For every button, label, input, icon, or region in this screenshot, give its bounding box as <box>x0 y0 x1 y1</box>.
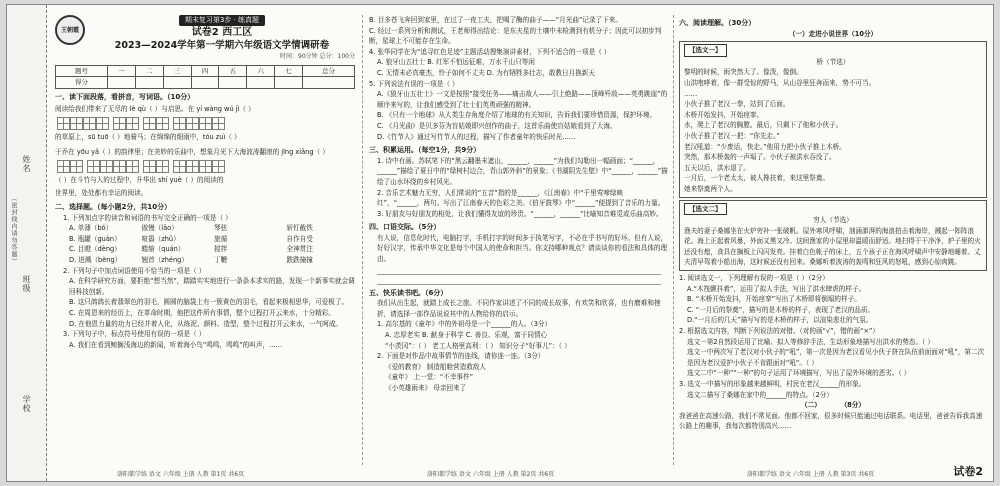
passage-line: 水，爬上了老汉的胸膛。最后，只剩下了他和小伙子。 <box>684 121 843 130</box>
answer-blanks[interactable]: “小茨冈”：（ ） 老工人格里高利：（ ） 知识分子“好事儿”：（ ） <box>385 341 571 350</box>
options: A. 忠厚老实 B. 献身于科学 C. 善良、乐观，富于同情心 <box>385 331 548 340</box>
text-line: B. 《只有一个地球》从人类生存角度介绍了地球的有关知识，告诉我们要珍惜资源，保护环境。 <box>377 111 657 120</box>
passage-1 <box>679 41 987 197</box>
passage-line: 小伙子推了老汉一把：“你先走。” <box>684 131 780 140</box>
column-2 <box>369 15 669 465</box>
option: D.“一月后的几天”描写写的是木桥的样子，以渲染悲壮的气氛。 <box>687 316 873 325</box>
column-divider <box>673 15 674 465</box>
passage-tag: 【选文二】 <box>684 203 727 216</box>
passage-3: 我爸爸在高速公路，我们不常见面。他都不回家，很多时候只能通过电话联系。电话里，爸爸告诉我高速公路上的趣事，我每次都特别高兴…… <box>679 411 983 431</box>
review-badge: 期末复习第3步 · 练真题 <box>179 15 265 26</box>
pinyin-boxes[interactable] <box>55 117 355 130</box>
question: 2. 下面是对作品中故事情节的连线，请你连一连。（3分） <box>377 352 545 361</box>
page-footer: 洛阳都学练 语文 六年级 上册 人教 第2页 共6页 <box>427 471 555 478</box>
match-row[interactable]: 《童年》 上一堂：“不幸事件” <box>385 373 474 382</box>
option: A. 在科学研究方面，要拒绝“想当然”，踏踏实实地进行一条条本求实的路，发现一个新事实就会调回科技创新。 <box>69 277 355 296</box>
page-footer: 洛阳都学练 语文 六年级 上册 人教 第3页 共6页 <box>747 471 875 478</box>
score-header: 二 <box>135 65 163 77</box>
column-divider <box>362 15 363 465</box>
score-header: 六 <box>247 65 275 77</box>
question[interactable]: 3. 选文一中描写的形象越来越鲜明，村民在老汉______的形象。 <box>679 380 866 388</box>
judge-item[interactable]: 选文一中两次写了老汉对小伙子的“吼”，第一次是因为老汉看见小伙子挤在队伍前面面对“吼”，第二次是因为老汉爱护小伙子不肯跟面对“吼”。（ ） <box>687 348 985 367</box>
option: D. 在他恩力量的功力已经并着人化，从练泥、颜料、造型，整个过程打开云来水，一气呵成。 <box>69 319 343 328</box>
match-row[interactable]: 《小英雄雨来》 母亲回来了 <box>385 384 467 392</box>
exam-title: 2023—2024学年第一学期六年级语文学情调研卷 <box>114 40 330 51</box>
exam-sheet <box>6 4 994 482</box>
score-cell[interactable] <box>108 77 136 89</box>
score-header: 总分 <box>302 65 354 77</box>
question: 1. 高尔基的《童年》中的外祖母是一个______的人。（3分） <box>377 320 552 329</box>
fill-in-question[interactable]: 2. 音乐艺术魅力无穷，人们常说的“五音”指的是______，《江南春》中“千里莺啼绿映红”，“______，两句。写出了江南春天的色彩之美。《伯牙鼓琴》中“______”便提到了音乐的力量。 <box>377 188 665 208</box>
page-footer: 洛阳都学练 语文 六年级 上册 人教 第1页 共6页 <box>117 471 245 478</box>
score-row-label: 得分 <box>56 77 108 89</box>
section-1-heading: 一、读下面段落，看拼音，写词语。（10分） <box>55 92 195 101</box>
pinyin-boxes[interactable] <box>55 160 355 173</box>
passage-2 <box>679 200 987 272</box>
passage-line: 黎明的时候，雨突然大了。像泼，像倒。 <box>684 68 803 77</box>
score-table <box>55 65 355 89</box>
pinyin-line: 于乔在 yōu yǎ（ ）的韵律里；在美妙的乐曲中，想象月光下大海波涛翻滚的 jīng xiǎng（ ） <box>55 148 329 157</box>
section-5-heading: 五、快乐读书吧。（6分） <box>369 288 448 297</box>
question[interactable]: 选文二描写了桑娜在家中的______的特点。（2分） <box>687 390 833 399</box>
score-header: 题号 <box>56 65 108 77</box>
option-row: C. 目瞪（dèng） 蜷缩（quán） 搅拌 全神贯注 <box>69 245 313 254</box>
score-cell[interactable] <box>135 77 163 89</box>
pinyin-line: 的草原上，sū tuō（ ）地骑马；在绵绵的细雨中，tóu zuì（ ） <box>55 133 241 142</box>
seal-margin <box>7 5 47 481</box>
section-2-heading: 二、选择题。（每小题2分，共10分） <box>55 202 172 211</box>
option: B. 这只鸽鸽长着翡翠色的羽毛，圆圆的脑袋上有一簇黄色的羽毛，看起来极相思华，可爱极了。 <box>69 298 349 307</box>
option: A.“木筏颤抖着”，运用了拟人手法，写出了洪水肆虐的样子。 <box>687 284 866 293</box>
question-3: 3. 下列句子中，标点符号使用有误的一项是（ ） <box>63 330 206 339</box>
part-2-heading: （二） （8分） <box>801 401 865 410</box>
text-line: A.《狼牙山五壮士》一文是按照“接受任务——痛击敌人——引上绝路——顶峰歼敌——英勇跳崖”的顺序来写的，让我们感受到了壮士们英勇顽强的精神。 <box>377 90 668 109</box>
option-row: B. 瓶罐（guàn） 喧嚣（zhǔ） 旅循 自作自受 <box>69 234 313 243</box>
passage-line: 小伙子推了老汉一拳，站到了后面。 <box>684 100 790 109</box>
text-line: D.《竹节人》通过写竹节人的过程，描写了作者童年的快乐时光…… <box>377 132 576 141</box>
option-row: D. 迸溅（bèng） 翘首（zhéng） 丁鞭 跌跌撞撞 <box>69 255 313 264</box>
option-row: A. 单薄（bó） 傲慢（lǎo） 琴弦 斩钉截铁 <box>69 224 313 233</box>
text-line: C. 无情未必真豪杰，怜子如何不丈夫 D. 为有牺牲多壮志，敢教日月换新天 <box>377 68 595 77</box>
seal-note: （密封线内请勿答题） <box>10 195 17 265</box>
passage-line: 山洪咆哮着，像一群受惊的野马，从山谷里狂奔而来，势不可当。 <box>684 78 876 87</box>
match-row[interactable]: 《爱的教育》 制造船舱营造救敌人 <box>385 362 487 371</box>
passage-tag: 【选文一】 <box>684 44 727 57</box>
option: B. “木桥开始发抖，开始痉挛”写出了木桥即将倒塌的样子。 <box>687 295 861 304</box>
passage-title: 桥（节选） <box>816 57 850 66</box>
question: 1. 阅读选文一，下列理解有误的一项是（ ）（2分） <box>679 274 829 283</box>
text-line: B. 目多苍飞奔回到家里，在过了一夜工夫，把喝了酶的曲子——“月光曲”记录了下来。 <box>369 16 622 24</box>
pinyin-line: 世界里，处处都有幸运的阅读。 <box>55 189 148 198</box>
exam-meta: 时间：90分钟 总分：100分 <box>280 53 355 60</box>
text-line: C. 经过一系列分析和测试，王老师得出结论：是东夫星的土壤中未检测到有机分子；因此可以初步判断，星球上不可能存在生命。 <box>369 26 662 46</box>
option: C. “一月后的祭奠”，描写的是木桥的样子，表现了老汉的品质。 <box>687 305 875 314</box>
score-header: 三 <box>163 65 191 77</box>
option: A. 我们在看到鲸搁浅海边的新闻，听着海小鸟“鸣鸣，鸣鸣”的叫声，…… <box>69 340 283 349</box>
passage-title: 穷人（节选） <box>813 216 853 225</box>
score-cell[interactable] <box>247 77 275 89</box>
question: 2. 根据选文内容，判断下列说法的对错。（对的画“√”，错的画“×”） <box>679 327 879 336</box>
score-cell[interactable] <box>191 77 219 89</box>
section-4-heading: 四、口语交际。（5分） <box>369 223 441 232</box>
score-cell[interactable] <box>302 77 354 89</box>
column-3 <box>679 15 987 465</box>
text-line: 4. 张华同学在为“追寻红色足迹”主题活动搜集演讲素材，下列不适合的一项是（ ） <box>369 47 611 56</box>
answer-line[interactable] <box>377 265 661 275</box>
score-header: 五 <box>219 65 247 77</box>
fill-in-question[interactable]: 1. 诗中有画。苏轼笔下的“黑云翻墨未遮山，______，______”为我们勾勒出一幅画面；“______，______”描绘了夏日中的“绿树村边合，青山郭外斜”的景象；《书湖阴先生壁》中“______，______”描绘了山水环绕的乡村风光。 <box>377 156 668 186</box>
pinyin-line: 阅读给我们带来了无尽的 lè qù（ ）与启思。在 yí wàng wú jì（ ） <box>55 105 255 114</box>
pinyin-line: （ ）在斗竹与人的过程中，升华出 shí yuè（ ）的阅读的 <box>55 176 224 185</box>
section-6-heading: 六、阅读理解。（30分） <box>679 19 756 27</box>
paper-corner-label: 试卷2 <box>953 465 983 478</box>
question-1: 1. 下列加点字的读音和词语的书写完全正确的一项是（ ） <box>63 213 232 222</box>
judge-item[interactable]: 选文二中“一种”“一种”的句子运用了环境描写，写出了屋外环境的恶劣。（ ） <box>687 369 911 378</box>
class-label: 班级 <box>22 275 31 293</box>
passage-line: 老汉吼道：“少废话，快走。”他用力把小伙子推上木桥。 <box>684 142 846 151</box>
text-line: 5. 下列说法有误的一项是（ ） <box>369 79 459 88</box>
passage-line: 五天以后，洪水退了。 <box>684 163 750 172</box>
paper-title: 试卷2 西工区 <box>191 27 253 38</box>
passage-line: …… <box>684 89 698 98</box>
score-cell[interactable] <box>163 77 191 89</box>
score-cell[interactable] <box>275 77 303 89</box>
passage-text: 渔夫的妻子桑娜坐在火炉旁补一张破帆。屋外寒风呼啸，汹涌澎湃的海浪拍击着海岸，溅起一阵阵浪花。海上正起着风暴，外面又黑又冷。这间渔家的小屋里却温暖而舒适。地扫得干干净净，炉子里的火还没有熄，食具在搁板上闪闪发亮。挂着白色帐子的床上，五个孩子正在海风呼啸声中安静地睡着。丈夫清早驾着小船出海，这时候还没有回来。桑娜听着波涛的轰鸣和狂风的怒吼，感到心惊肉跳。 <box>684 226 981 267</box>
fill-in-question[interactable]: 3. 好朋友与好朋友的相处，让我们懂得友谊的珍贵。“______，______”比喻知音难觅或乐曲高妙。 <box>377 209 663 218</box>
option: C. 在周恩来的经历上，在革命时期，他把这件所有事情，整个过程打开云来水，十分精彩。 <box>69 308 335 317</box>
passage-line: 木桥开始发抖，开始痉挛。 <box>684 110 764 119</box>
oral-prompt: 有人说，信息化时代，电脑打字，手机打字的时间多于执笔写字，不必在乎书写的好坏。但有人说，好好汉字，传承中华文化是每个中国人的使命和担当。你支持哪种观点？请谈谈你的看法和具体的理由。 <box>377 233 668 264</box>
section-3-heading: 三、积累运用。（每空1分，共9分） <box>369 146 481 155</box>
reading-prompt: 我们从出生起，就踏上成长之旅。不同作家讲述了不同的成长故事，有欢笑和欣喜，也有磨难和挫折，请选择一部作品说说其中的人物给你的启示。 <box>377 299 661 318</box>
column-1 <box>55 15 355 465</box>
score-header: 四 <box>191 65 219 77</box>
brand-logo: 王朝霞 <box>55 15 85 45</box>
part-1-heading: （一）走进小说世界（10分） <box>788 29 878 38</box>
school-label: 学校 <box>22 395 31 413</box>
name-label: 姓名 <box>22 155 31 173</box>
passage-line: 突然，那木桥轰的一声塌了。小伙子被洪水吞没了。 <box>684 153 836 162</box>
answer-line[interactable] <box>377 275 661 285</box>
question-2: 2. 下列句子中加点词语使用不恰当的一项是（ ） <box>63 266 206 275</box>
passage-line: 她来祭奠两个人。 <box>684 184 737 193</box>
score-header: 一 <box>108 65 136 77</box>
text-line: C. 《月光曲》是贝多芬为盲姑娘即兴创作的曲子，这首乐曲使盲姑娘看到了大海。 <box>377 121 617 130</box>
passage-line: 一月后，一个老太太，被人搀扶着，来这里祭奠。 <box>684 174 830 183</box>
text-line: A. 狼牙山五壮士 B. 红军不怕远征难，万水千山只等闲 <box>377 58 535 67</box>
judge-item[interactable]: 选文一第2自然段运用了比喻、拟人等修辞手法，生动形象地描写出洪水的势态。（ ） <box>687 337 934 346</box>
score-cell[interactable] <box>219 77 247 89</box>
score-header: 七 <box>275 65 303 77</box>
